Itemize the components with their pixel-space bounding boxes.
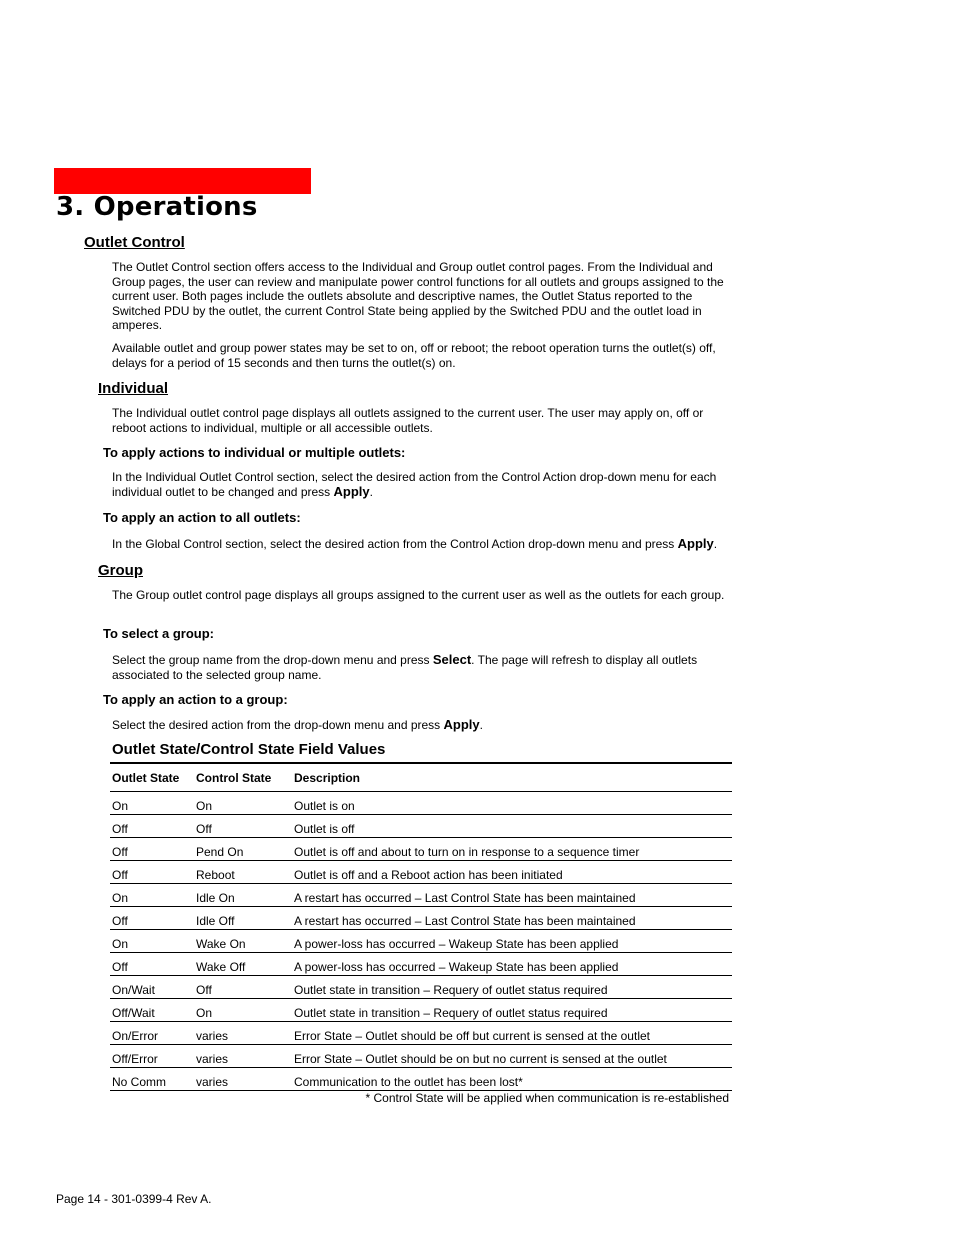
cell-outlet-state: On	[112, 891, 129, 905]
individual-paragraph: The Individual outlet control page displays all outlets assigned to the current user. The user may apply on, off or reboot actions to individual, multiple or all accessible outlets.	[112, 406, 704, 435]
cell-description: A power-loss has occurred – Wakeup State has been applied	[294, 937, 619, 951]
outlet-control-paragraph-2: Available outlet and group power states may be set to on, off or reboot; the reboot operation turns the outlet(s) off, delays for a period of 15 seconds and then turns the outlet(s) on.	[112, 341, 716, 370]
header-outlet-state: Outlet State	[112, 771, 180, 785]
outlet-control-paragraph-1: The Outlet Control section offers access to the Individual and Group outlet control pages. From the Individual and Group pages, the user can review and manipulate power control functions for all outlets and groups assigned to the current user. Both pages include the outlets absolute and descriptive names, the Outlet Status reported to the Switched PDU by the outlet, the current Control State being applied by the Switched PDU and the outlet load in amperes.	[112, 260, 724, 332]
cell-control-state: Off	[196, 983, 212, 997]
chapter-accent-bar	[54, 168, 311, 194]
table-row	[110, 999, 732, 1022]
cell-control-state: Idle Off	[196, 914, 235, 928]
cell-outlet-state: Off/Wait	[112, 1006, 155, 1020]
select-keyword: Select	[432, 652, 472, 667]
cell-outlet-state: Off	[112, 822, 128, 836]
cell-control-state: On	[196, 799, 213, 813]
apply-keyword: Apply	[677, 536, 714, 551]
cell-outlet-state: On/Wait	[112, 983, 155, 997]
table-header-row	[110, 764, 732, 792]
cell-control-state: Pend On	[196, 845, 244, 859]
cell-control-state: Off	[196, 822, 212, 836]
cell-control-state: Reboot	[196, 868, 235, 882]
cell-description: Outlet is off and a Reboot action has been initiated	[294, 868, 563, 882]
individual-instruction-multiple: In the Individual Outlet Control section, select the desired action from the Control Action drop-down menu for each individual outlet to be changed and press Apply.	[112, 470, 717, 499]
table-row	[110, 838, 732, 861]
apply-keyword: Apply	[333, 483, 370, 499]
cell-description: Outlet is on	[294, 799, 355, 813]
instruction-text: Select the group name from the drop-down menu and press	[112, 653, 433, 667]
table-title: Outlet State/Control State Field Values	[112, 741, 386, 758]
individual-heading: Individual	[98, 380, 169, 397]
cell-description: Error State – Outlet should be on but no current is sensed at the outlet	[294, 1052, 667, 1066]
table-row	[110, 976, 732, 999]
cell-control-state: Wake On	[196, 937, 246, 951]
cell-description: A power-loss has occurred – Wakeup State has been applied	[294, 960, 619, 974]
group-paragraph: The Group outlet control page displays all groups assigned to the current user as well as the outlets for each group.	[112, 588, 725, 602]
cell-description: Outlet state in transition – Requery of outlet status required	[294, 983, 608, 997]
cell-outlet-state: Off	[112, 914, 128, 928]
table-row	[110, 930, 732, 953]
cell-outlet-state: Off	[112, 960, 128, 974]
cell-outlet-state: Off/Error	[112, 1052, 158, 1066]
individual-instruction-all: In the Global Control section, select the desired action from the Control Action drop-down menu and press Apply.	[112, 536, 718, 551]
table-row	[110, 861, 732, 884]
table-row	[110, 907, 732, 930]
cell-control-state: varies	[196, 1075, 229, 1089]
cell-description: Outlet is off	[294, 822, 355, 836]
table-row	[110, 792, 732, 815]
instruction-text: In the Individual Outlet Control section, select the desired action from the Control Action drop-down menu for each individual outlet to be changed and press	[112, 470, 717, 499]
table-row	[110, 815, 732, 838]
group-instruction-apply: Select the desired action from the drop-down menu and press Apply.	[112, 717, 483, 732]
table-row	[110, 1022, 732, 1045]
individual-subheading-multiple: To apply actions to individual or multiple outlets:	[103, 445, 406, 460]
table-row	[110, 884, 732, 907]
cell-description: A restart has occurred – Last Control State has been maintained	[294, 891, 636, 905]
header-control-state: Control State	[196, 771, 272, 785]
header-description: Description	[294, 771, 361, 785]
table-row	[110, 1068, 732, 1091]
cell-description: A restart has occurred – Last Control State has been maintained	[294, 914, 636, 928]
group-subheading-apply: To apply an action to a group:	[103, 692, 288, 707]
cell-control-state: On	[196, 1006, 213, 1020]
cell-outlet-state: On	[112, 799, 129, 813]
cell-description: Outlet is off and about to turn on in response to a sequence timer	[294, 845, 640, 859]
page-footer: Page 14 - 301-0399-4 Rev A.	[56, 1192, 212, 1206]
table-footnote: * Control State will be applied when communication is re-established	[365, 1091, 729, 1105]
instruction-text: Select the desired action from the drop-down menu and press	[112, 718, 444, 732]
apply-keyword: Apply	[443, 717, 480, 732]
cell-control-state: Wake Off	[196, 960, 246, 974]
chapter-title: 3. Operations	[56, 192, 258, 222]
cell-outlet-state: On	[112, 937, 129, 951]
instruction-text: In the Global Control section, select the desired action from the Control Action drop-down menu and press	[112, 537, 678, 551]
instruction-text-continued: . The page will refresh to display all outlets associated to the selected group name.	[112, 653, 698, 682]
cell-control-state: varies	[196, 1052, 229, 1066]
outlet-control-heading: Outlet Control	[84, 234, 185, 251]
group-heading: Group	[98, 562, 143, 579]
cell-control-state: varies	[196, 1029, 229, 1043]
cell-outlet-state: Off	[112, 868, 128, 882]
cell-description: Communication to the outlet has been lost*	[294, 1075, 523, 1089]
cell-outlet-state: On/Error	[112, 1029, 159, 1043]
group-instruction-select	[112, 653, 732, 682]
group-subheading-select: To select a group:	[103, 626, 214, 641]
table-row	[110, 1045, 732, 1068]
individual-subheading-all: To apply an action to all outlets:	[103, 510, 301, 525]
cell-control-state: Idle On	[196, 891, 235, 905]
cell-description: Error State – Outlet should be off but current is sensed at the outlet	[294, 1029, 650, 1043]
field-values-table	[110, 762, 732, 1091]
cell-outlet-state: Off	[112, 845, 128, 859]
cell-description: Outlet state in transition – Requery of outlet status required	[294, 1006, 608, 1020]
table-row	[110, 953, 732, 976]
cell-outlet-state: No Comm	[112, 1075, 167, 1089]
